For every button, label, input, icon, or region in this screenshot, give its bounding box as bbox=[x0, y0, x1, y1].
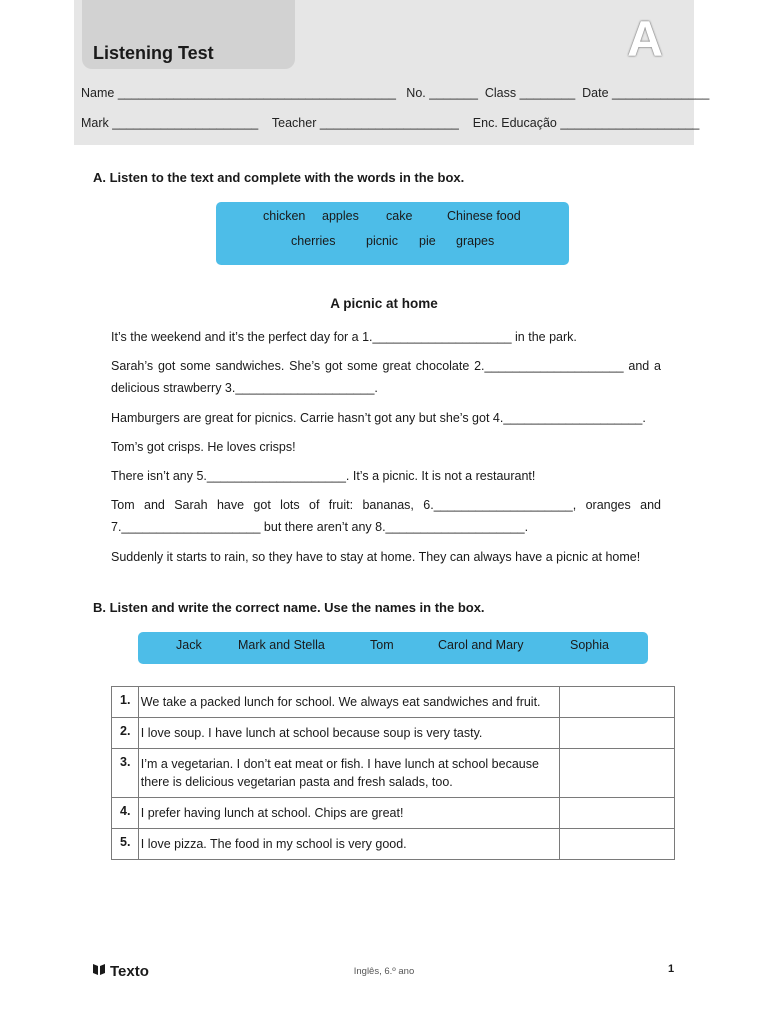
answer-cell[interactable] bbox=[560, 829, 675, 860]
test-version-letter: A bbox=[627, 11, 664, 67]
name-item: Sophia bbox=[570, 638, 609, 652]
logo-text: Texto bbox=[110, 963, 149, 980]
section-a-heading: A. Listen to the text and complete with the words in the box. bbox=[93, 170, 465, 185]
table-row bbox=[112, 687, 675, 718]
page-number: 1 bbox=[668, 963, 675, 975]
section-b-heading: B. Listen and write the correct name. Use the names in the box. bbox=[93, 600, 485, 615]
story-title: A picnic at home bbox=[330, 296, 438, 311]
story-paragraph: Tom’s got crisps. He loves crisps! bbox=[111, 440, 296, 454]
word-box-a bbox=[216, 202, 569, 265]
story-paragraph: Sarah’s got some sandwiches. She’s got some great chocolate 2.____________________ and a delicious strawberry 3.____________________. bbox=[111, 359, 661, 395]
table-row bbox=[112, 798, 675, 829]
answer-cell[interactable] bbox=[560, 798, 675, 829]
row-statement: We take a packed lunch for school. We always eat sandwiches and fruit. bbox=[138, 687, 559, 718]
story-paragraph: It’s the weekend and it’s the perfect day for a 1.____________________ in the park. bbox=[111, 330, 577, 344]
name-item: Jack bbox=[176, 638, 202, 652]
row-number: 3. bbox=[112, 749, 139, 798]
name-item: Tom bbox=[370, 638, 394, 652]
row-statement: I’m a vegetarian. I don’t eat meat or fish. I have lunch at school because there is delicious vegetarian pasta and fresh salads, too. bbox=[138, 749, 559, 798]
row-number: 2. bbox=[112, 718, 139, 749]
row-statement: I love pizza. The food in my school is very good. bbox=[138, 829, 559, 860]
answer-cell[interactable] bbox=[560, 687, 675, 718]
page-title: Listening Test bbox=[93, 43, 214, 63]
word-item: chicken bbox=[263, 209, 306, 223]
story-paragraph: Hamburgers are great for picnics. Carrie hasn’t got any but she’s got 4.____________________. bbox=[111, 411, 646, 425]
footer-subject: Inglês, 6.º ano bbox=[353, 966, 415, 977]
word-item: cherries bbox=[291, 234, 336, 248]
story-paragraph: There isn’t any 5.____________________. It’s a picnic. It is not a restaurant! bbox=[111, 469, 536, 483]
name-item: Mark and Stella bbox=[238, 638, 325, 652]
table-row bbox=[112, 749, 675, 798]
table-row bbox=[112, 829, 675, 860]
answer-table bbox=[111, 686, 675, 860]
student-info-line-1[interactable]: Name ________________________________________ No. _______ Class ________ Date ______________ bbox=[81, 86, 710, 100]
row-statement: I love soup. I have lunch at school because soup is very tasty. bbox=[138, 718, 559, 749]
table-row bbox=[112, 718, 675, 749]
name-box-b bbox=[138, 632, 648, 664]
student-info-line-2[interactable]: Mark _____________________ Teacher ____________________ Enc. Educação ____________________ bbox=[81, 116, 700, 130]
row-statement: I prefer having lunch at school. Chips are great! bbox=[138, 798, 559, 829]
row-number: 4. bbox=[112, 798, 139, 829]
story-paragraph: Tom and Sarah have got lots of fruit: bananas, 6.____________________, oranges and 7.____________________ but there aren’t any 8.____________________. bbox=[111, 498, 661, 534]
word-item: cake bbox=[386, 209, 413, 223]
answer-cell[interactable] bbox=[560, 749, 675, 798]
word-item: apples bbox=[322, 209, 359, 223]
row-number: 5. bbox=[112, 829, 139, 860]
word-item: picnic bbox=[366, 234, 398, 248]
row-number: 1. bbox=[112, 687, 139, 718]
story-paragraph: Suddenly it starts to rain, so they have to stay at home. They can always have a picnic at home! bbox=[111, 550, 641, 564]
name-item: Carol and Mary bbox=[438, 638, 524, 652]
word-item: pie bbox=[419, 234, 436, 248]
answer-cell[interactable] bbox=[560, 718, 675, 749]
word-item: Chinese food bbox=[447, 209, 521, 223]
word-item: grapes bbox=[456, 234, 495, 248]
